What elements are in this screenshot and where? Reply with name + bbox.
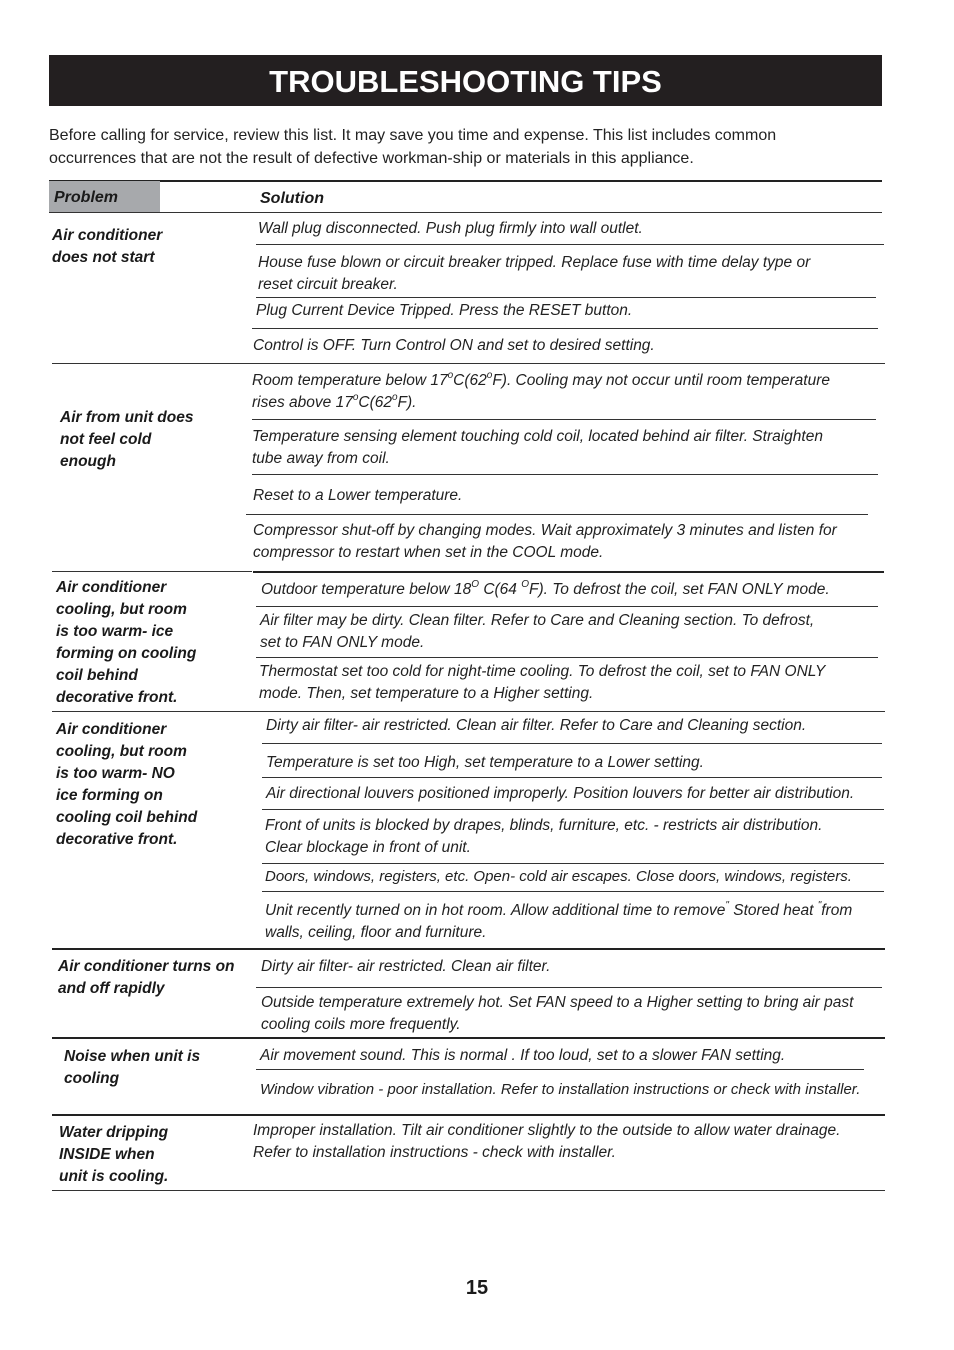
solution-item: Wall plug disconnected. Push plug firmly into wall outlet.	[258, 220, 643, 237]
solution-item: Front of units is blocked by drapes, blinds, furniture, etc. - restricts air distribution. Clear blockage in front of unit.	[265, 817, 823, 856]
problem-header: Problem	[49, 181, 160, 212]
row-rule	[262, 777, 882, 778]
solution-item: Plug Current Device Tripped. Press the RESET button.	[256, 302, 633, 319]
solution-item: House fuse blown or circuit breaker tripped. Replace fuse with time delay type or reset circuit breaker.	[258, 254, 811, 293]
solution-item: Doors, windows, registers, etc. Open- cold air escapes. Close doors, windows, registers.	[265, 868, 852, 885]
intro-line: Before calling for service, review this list. It may save you time and expense. This list includes common	[49, 127, 777, 144]
row-rule	[262, 743, 882, 744]
group-rule	[52, 363, 885, 364]
problem-cell: Air conditioner turns on and off rapidly	[58, 958, 235, 997]
row-rule	[246, 514, 868, 515]
solution-item: Control is OFF. Turn Control ON and set to desired setting.	[253, 337, 655, 354]
solution-item: Temperature sensing element touching cold coil, located behind air filter. Straighten tube away from coil.	[252, 428, 823, 467]
page-title: TROUBLESHOOTING TIPS	[49, 55, 882, 106]
group-rule	[52, 711, 885, 712]
row-rule	[262, 809, 884, 810]
page-number: 15	[465, 1277, 489, 1299]
solution-item: Unit recently turned on in hot room. Allow additional time to remove" Stored heat "from walls, ceiling, floor and furniture.	[265, 900, 853, 941]
group-rule	[52, 1037, 885, 1039]
solution-item: Air movement sound. This is normal . If too loud, set to a slower FAN setting.	[260, 1047, 786, 1064]
solution-item: Compressor shut-off by changing modes. Wait approximately 3 minutes and listen for compressor to restart when set in the COOL mode.	[253, 522, 837, 561]
table-top-rule	[49, 180, 882, 182]
solution-item: Temperature is set too High, set temperature to a Lower setting.	[266, 754, 704, 771]
row-rule	[256, 987, 882, 988]
solution-item: Window vibration - poor installation. Refer to installation instructions or check with installer.	[260, 1081, 861, 1098]
table-bottom-rule	[52, 1190, 885, 1191]
group-rule	[253, 571, 884, 573]
problem-cell: Air conditioner does not start	[52, 227, 163, 266]
solution-header: Solution	[260, 190, 324, 207]
group-rule	[52, 948, 885, 950]
problem-cell: Water dripping INSIDE when unit is cooling.	[59, 1124, 169, 1185]
row-rule	[256, 606, 878, 607]
row-rule	[252, 419, 876, 420]
row-rule	[262, 891, 884, 892]
problem-cell: Air conditioner cooling, but room is too warm- ice forming on cooling coil behind decorative front.	[56, 579, 197, 706]
solution-item: Room temperature below 17$^o$C(62$^o$F). Cooling may not occur until room temperature rises above 17$^o$C(62$^o$F).	[252, 370, 831, 411]
row-rule	[252, 474, 878, 475]
solution-item: Air directional louvers positioned improperly. Position louvers for better air distribution.	[266, 785, 855, 802]
group-rule	[52, 1114, 885, 1116]
solution-item: Outside temperature extremely hot. Set FAN speed to a Higher setting to bring air past cooling coils more frequently.	[261, 994, 854, 1033]
problem-cell: Noise when unit is cooling	[64, 1048, 201, 1087]
intro-text	[49, 124, 889, 170]
group-rule	[52, 571, 252, 572]
row-rule	[256, 244, 884, 245]
header-rule	[49, 212, 882, 213]
row-rule	[256, 657, 878, 658]
solution-item: Reset to a Lower temperature.	[253, 487, 463, 504]
solution-item: Dirty air filter- air restricted. Clean air filter.	[261, 958, 551, 975]
solution-item: Outdoor temperature below $18^O$ C(64 $^O$F). To defrost the coil, set FAN ONLY mode.	[261, 579, 830, 598]
solution-item: Thermostat set too cold for night-time cooling. To defrost the coil, set to FAN ONLY mode. Then, set temperature to a Higher setting.	[259, 663, 826, 702]
solution-item: Improper installation. Tilt air conditioner slightly to the outside to allow water drainage. Refer to installation instructions - check with installer.	[253, 1122, 841, 1161]
row-rule	[256, 1069, 864, 1070]
solution-item: Dirty air filter- air restricted. Clean air filter. Refer to Care and Cleaning section.	[266, 717, 807, 734]
row-rule	[252, 328, 878, 329]
problem-cell: Air conditioner cooling, but room is too warm- NO ice forming on cooling coil behind decorative front.	[56, 721, 198, 848]
intro-line: occurrences that are not the result of defective workman-ship or materials in this appliance.	[49, 150, 694, 167]
problem-cell: Air from unit does not feel cold enough	[60, 409, 194, 470]
row-rule	[262, 863, 884, 864]
solution-item: Air filter may be dirty. Clean filter. Refer to Care and Cleaning section. To defrost, set to FAN ONLY mode.	[260, 612, 815, 651]
row-rule	[256, 297, 876, 298]
